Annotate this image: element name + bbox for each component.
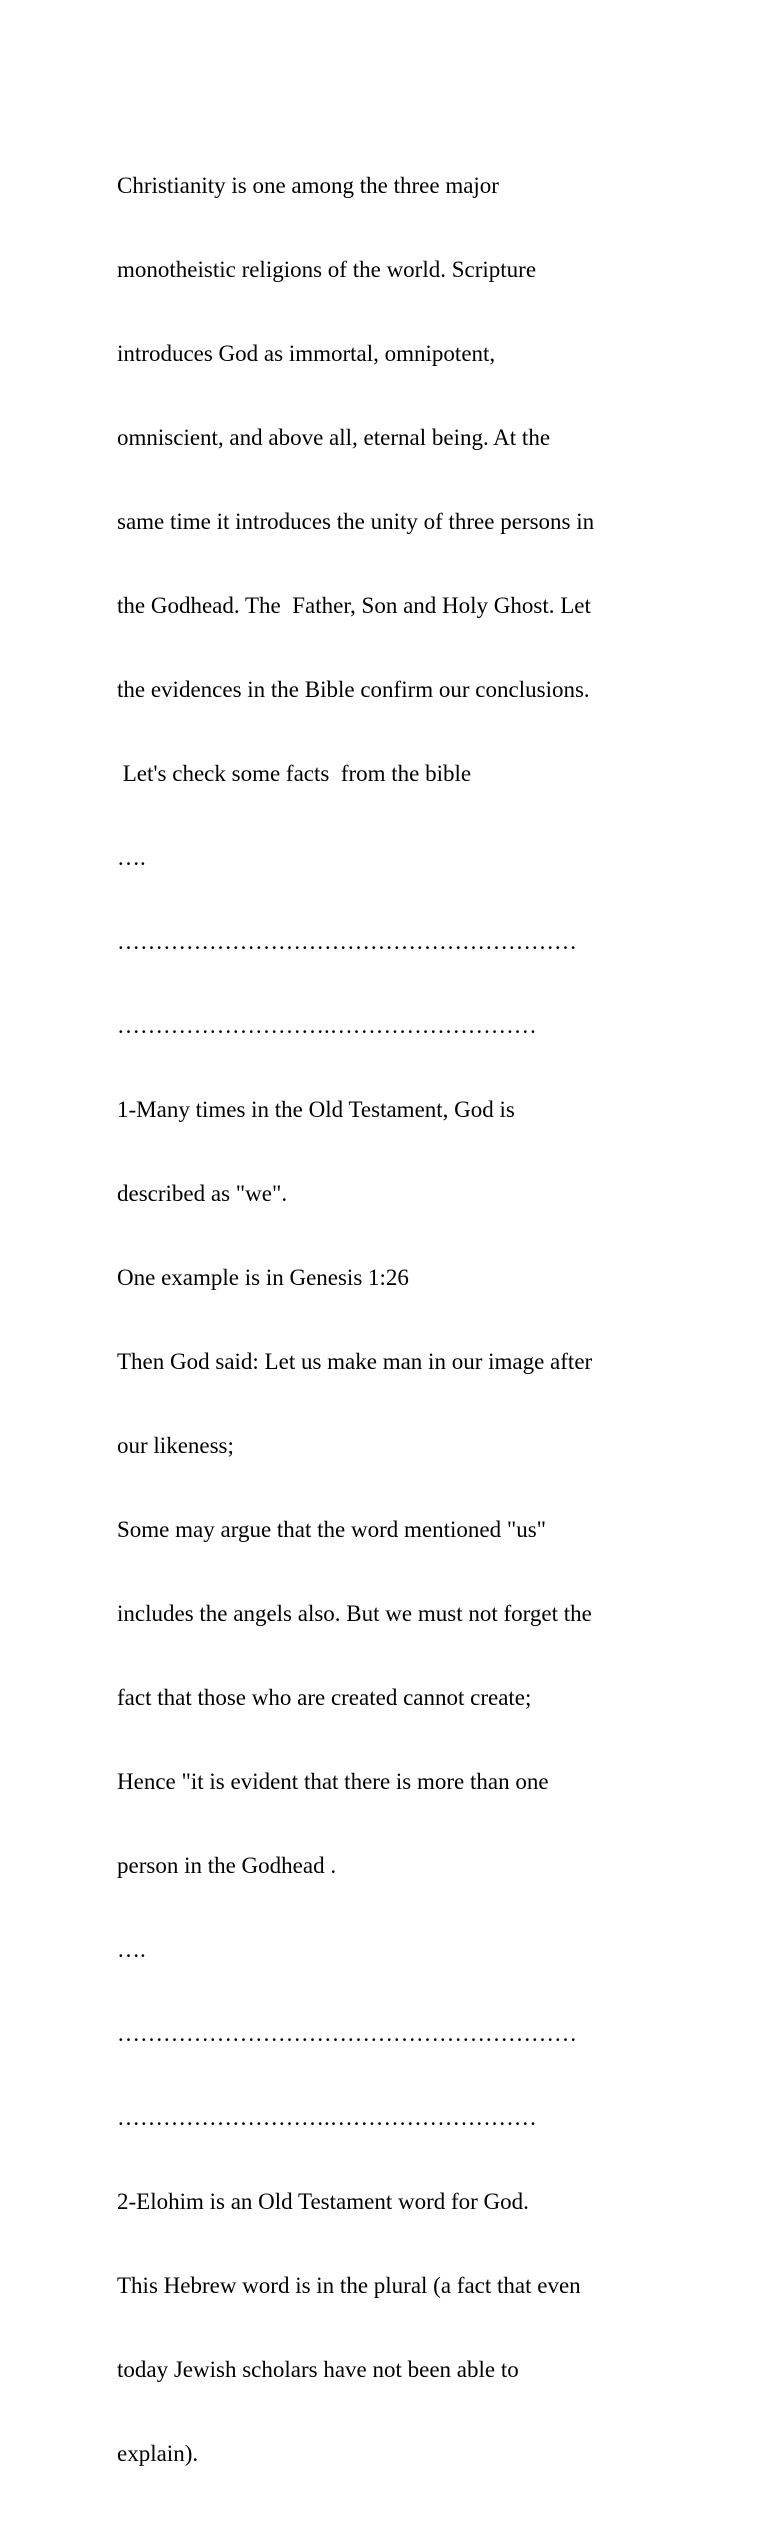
text-line: the evidences in the Bible confirm our conclusions. <box>117 677 590 702</box>
text-line: Hence "it is evident that there is more than one <box>117 1769 549 1794</box>
dotted-separator: ……………………….……………………… <box>117 2105 537 2130</box>
dotted-separator: …………………………………………………… <box>117 929 577 954</box>
ellipsis-line: …. <box>117 1937 146 1962</box>
text-line: person in the Godhead . <box>117 1853 337 1878</box>
text-line: One example is in Genesis 1:26 <box>117 1265 409 1290</box>
text-line: explain). <box>117 2441 199 2466</box>
text-line: today Jewish scholars have not been able to <box>117 2357 519 2382</box>
dotted-separator: …………………………………………………… <box>117 2021 577 2046</box>
text-line: Let's check some facts from the bible <box>117 761 472 786</box>
text-line: same time it introduces the unity of three persons in <box>117 509 595 534</box>
text-line: Then God said: Let us make man in our image after <box>117 1349 593 1374</box>
text-line: the Godhead. The Father, Son and Holy Ghost. Let <box>117 593 591 618</box>
dotted-separator: ……………………….……………………… <box>117 1013 537 1038</box>
text-line: fact that those who are created cannot create; <box>117 1685 532 1710</box>
text-line: includes the angels also. But we must not forget the <box>117 1601 592 1626</box>
text-line: This Hebrew word is in the plural (a fact that even <box>117 2273 581 2298</box>
text-line: Some may argue that the word mentioned "us" <box>117 1517 547 1542</box>
text-line: described as "we". <box>117 1181 288 1206</box>
text-line: monotheistic religions of the world. Scripture <box>117 257 537 282</box>
text-line: Christianity is one among the three major <box>117 173 499 198</box>
text-line: our likeness; <box>117 1433 234 1458</box>
document-body <box>117 116 677 2524</box>
text-line: omniscient, and above all, eternal being. At the <box>117 425 551 450</box>
ellipsis-line: …. <box>117 845 146 870</box>
text-line: introduces God as immortal, omnipotent, <box>117 341 496 366</box>
text-line: 2-Elohim is an Old Testament word for God. <box>117 2189 529 2214</box>
text-line: 1-Many times in the Old Testament, God is <box>117 1097 515 1122</box>
